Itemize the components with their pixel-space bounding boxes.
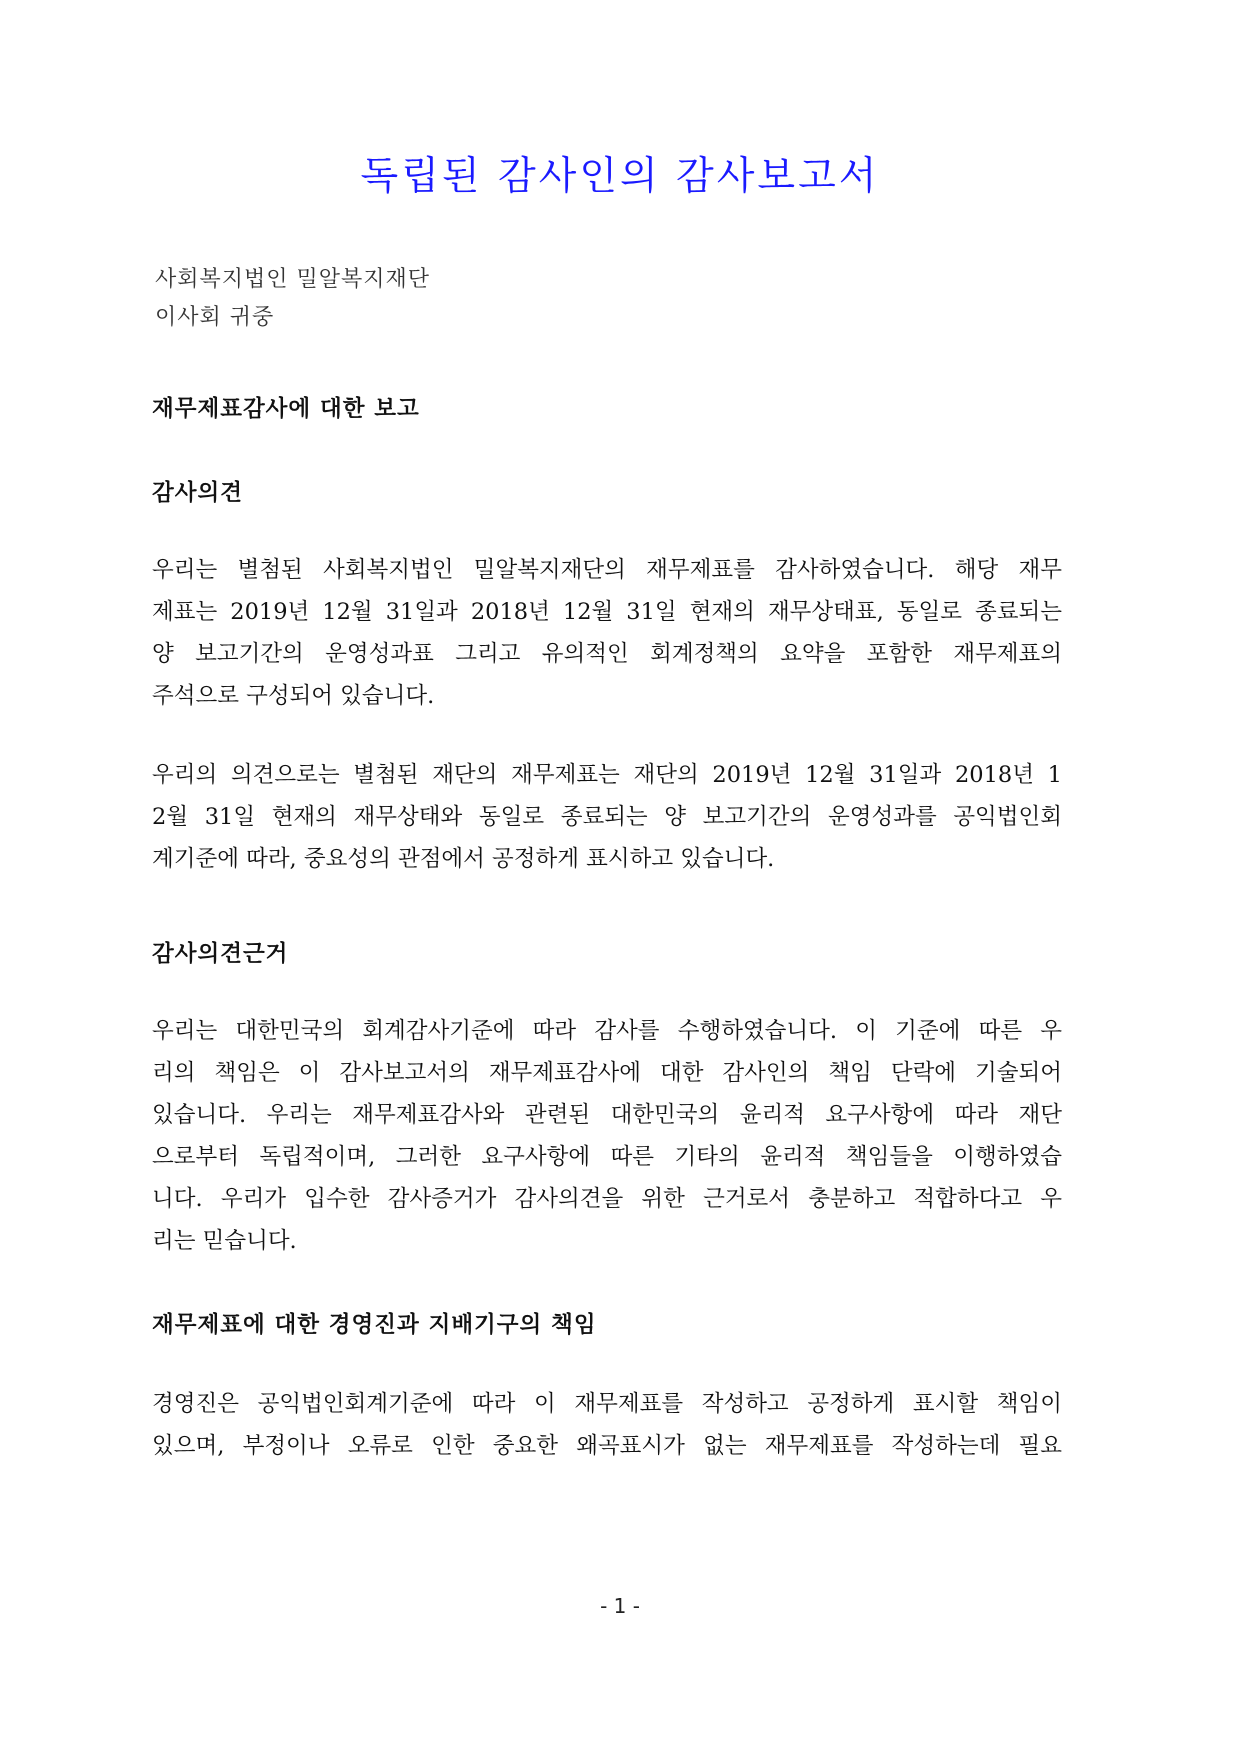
opinion-paragraph-1: [152, 549, 1062, 717]
text-line: 2월 31일 현재의 재무상태와 동일로 종료되는 양 보고기간의 운영성과를 공익법인회: [152, 804, 1062, 830]
section-heading-basis: 감사의견근거: [152, 941, 289, 967]
document-title: 독립된 감사인의 감사보고서: [360, 154, 880, 199]
text-line: 주석으로 구성되어 있습니다.: [152, 683, 435, 709]
text-line: 있으며, 부정이나 오류로 인한 중요한 왜곡표시가 없는 재무제표를 작성하는데 필요: [152, 1433, 1062, 1459]
addressee-organization: 사회복지법인 밀알복지재단: [155, 267, 431, 292]
text-line: 경영진은 공익법인회계기준에 따라 이 재무제표를 작성하고 공정하게 표시할 책임이: [152, 1391, 1062, 1417]
text-line: 리는 믿습니다.: [152, 1228, 297, 1254]
text-line: 제표는 2019년 12월 31일과 2018년 12월 31일 현재의 재무상태표, 동일로 종료되는: [152, 599, 1062, 625]
text-line: 니다. 우리가 입수한 감사증거가 감사의견을 위한 근거로서 충분하고 적합하다고 우: [152, 1186, 1062, 1212]
basis-paragraph: [152, 1010, 1062, 1262]
opinion-paragraph-2: [152, 754, 1062, 880]
section-heading-responsibility: 재무제표에 대한 경영진과 지배기구의 책임: [152, 1312, 597, 1338]
text-line: 우리는 별첨된 사회복지법인 밀알복지재단의 재무제표를 감사하였습니다. 해당 재무: [152, 557, 1062, 583]
text-line: 리의 책임은 이 감사보고서의 재무제표감사에 대한 감사인의 책임 단락에 기술되어: [152, 1060, 1062, 1086]
text-line: 계기준에 따라, 중요성의 관점에서 공정하게 표시하고 있습니다.: [152, 846, 775, 872]
text-line: 있습니다. 우리는 재무제표감사와 관련된 대한민국의 윤리적 요구사항에 따라 재단: [152, 1102, 1062, 1128]
addressee-board: 이사회 귀중: [155, 305, 275, 330]
text-line: 으로부터 독립적이며, 그러한 요구사항에 따른 기타의 윤리적 책임들을 이행하였습: [152, 1144, 1062, 1170]
page-number: - 1 -: [600, 1594, 640, 1618]
responsibility-paragraph: [152, 1383, 1062, 1467]
section-heading-report: 재무제표감사에 대한 보고: [152, 396, 420, 422]
text-line: 양 보고기간의 운영성과표 그리고 유의적인 회계정책의 요약을 포함한 재무제표의: [152, 641, 1062, 667]
text-line: 우리는 대한민국의 회계감사기준에 따라 감사를 수행하였습니다. 이 기준에 따른 우: [152, 1018, 1062, 1044]
section-heading-opinion: 감사의견: [152, 480, 243, 506]
text-line: 우리의 의견으로는 별첨된 재단의 재무제표는 재단의 2019년 12월 31일과 2018년 1: [152, 762, 1062, 788]
